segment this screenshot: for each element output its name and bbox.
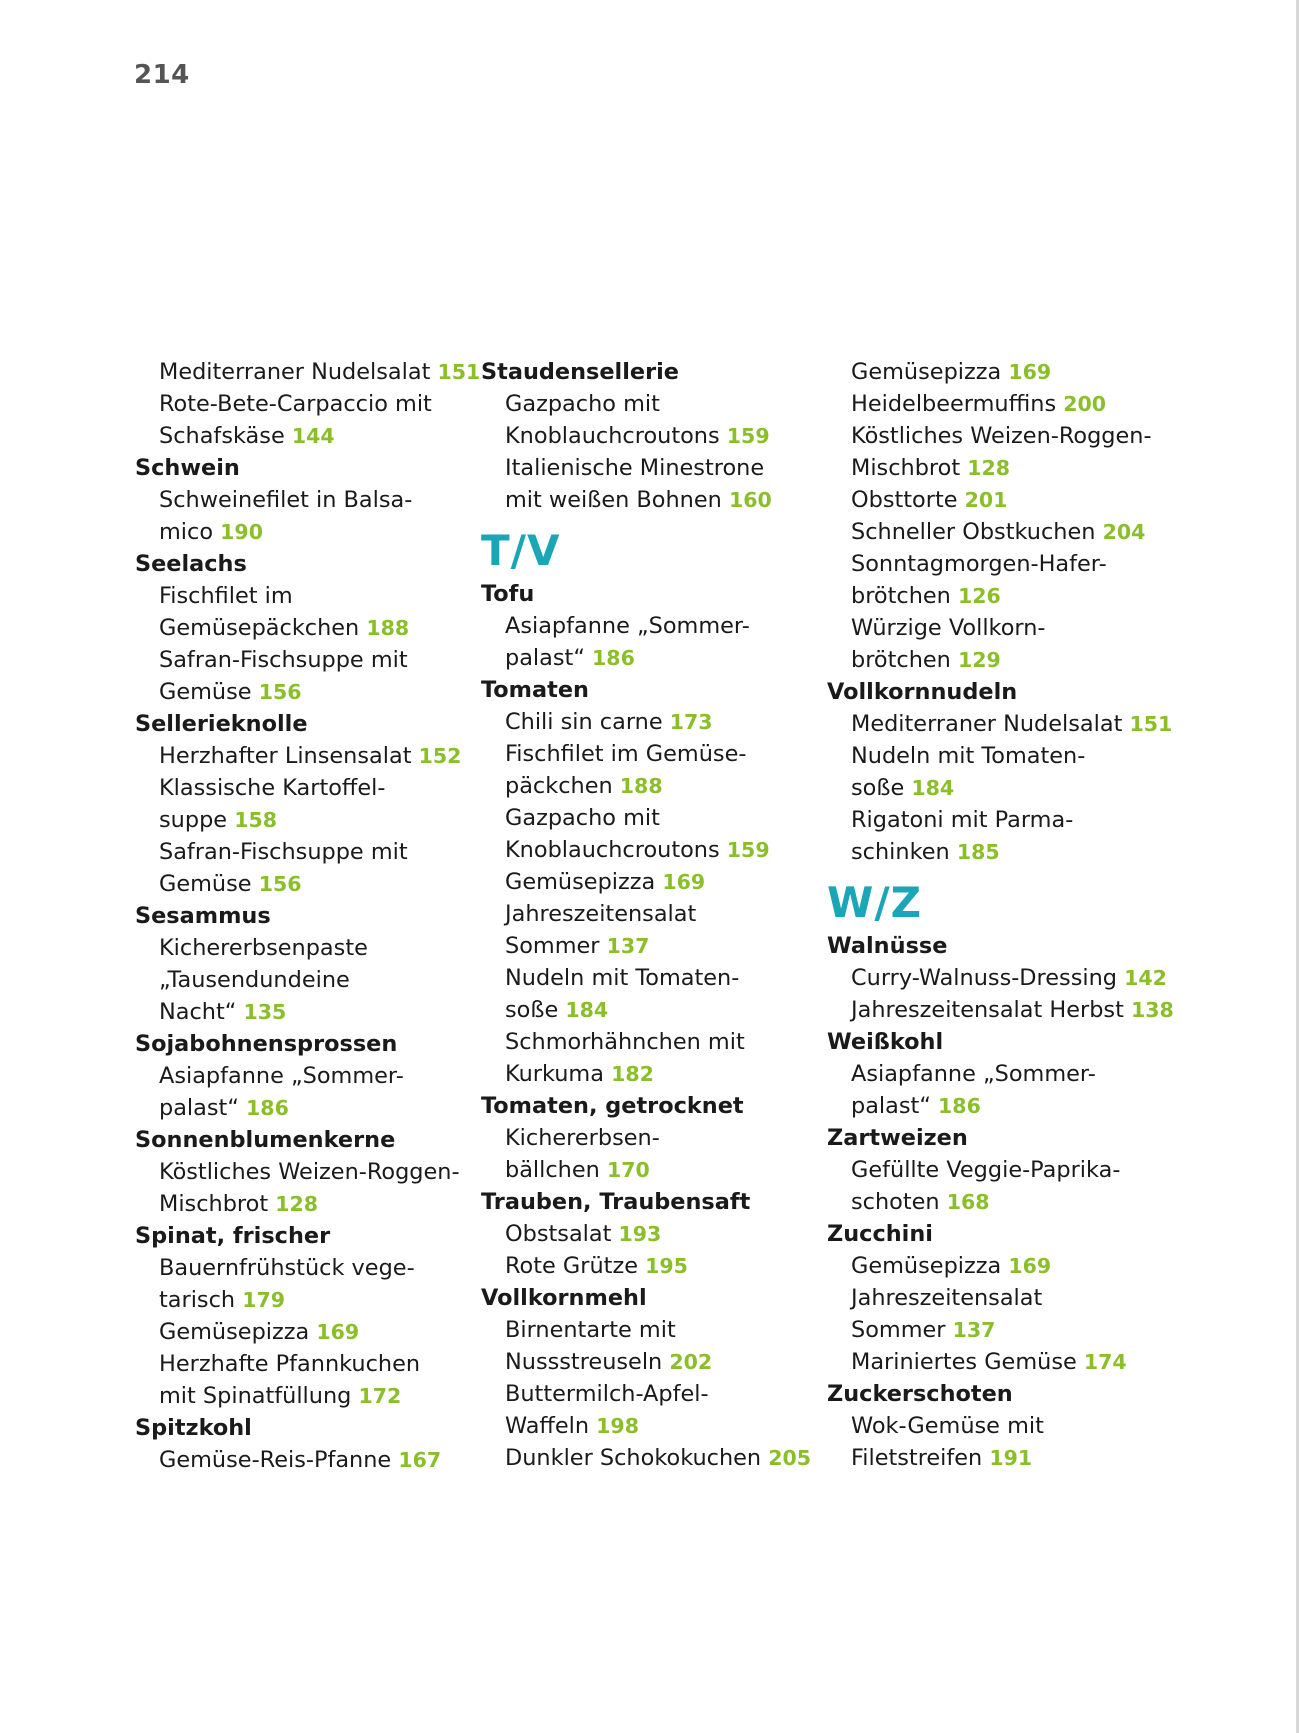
section-letter: W/Z bbox=[827, 878, 923, 927]
page-reference: 182 bbox=[611, 1062, 654, 1086]
page-reference: 204 bbox=[1102, 520, 1146, 544]
recipe-name: Mischbrot bbox=[851, 455, 968, 481]
recipe-name: Gefüllte Veggie-Paprika- bbox=[851, 1157, 1121, 1183]
recipe-name: Dunkler Schokokuchen bbox=[505, 1445, 769, 1471]
index-entry bbox=[481, 1218, 821, 1250]
index-entry bbox=[827, 1090, 1167, 1122]
index-entry bbox=[135, 932, 475, 964]
index-entry bbox=[481, 802, 821, 834]
page-reference: 137 bbox=[606, 934, 650, 958]
index-keyword: Walnüsse bbox=[827, 933, 948, 959]
page-reference: 195 bbox=[645, 1254, 688, 1278]
index-keyword: Zartweizen bbox=[827, 1125, 968, 1151]
index-entry bbox=[135, 612, 475, 644]
index-column-2 bbox=[481, 356, 821, 1474]
index-entry bbox=[481, 706, 821, 738]
index-keyword: Vollkornnudeln bbox=[827, 679, 1018, 705]
recipe-name: suppe bbox=[159, 807, 235, 833]
page-edge-shadow bbox=[1296, 0, 1299, 1733]
recipe-name: Gemüsepäckchen bbox=[159, 615, 367, 641]
recipe-name: palast“ bbox=[505, 645, 593, 671]
recipe-name: Würzige Vollkorn- bbox=[851, 615, 1046, 641]
recipe-name: Köstliches Weizen-Roggen- bbox=[159, 1159, 460, 1185]
index-entry bbox=[827, 740, 1167, 772]
recipe-name: Gemüse bbox=[159, 679, 259, 705]
index-keyword: Spitzkohl bbox=[135, 1415, 252, 1441]
index-entry bbox=[135, 516, 475, 548]
page-reference: 201 bbox=[964, 488, 1008, 512]
index-keyword: Sellerieknolle bbox=[135, 711, 308, 737]
index-entry bbox=[481, 770, 821, 802]
index-entry bbox=[481, 994, 821, 1026]
index-entry bbox=[827, 1058, 1167, 1090]
recipe-name: Filetstreifen bbox=[851, 1445, 990, 1471]
recipe-name: Asiapfanne „Sommer- bbox=[505, 613, 750, 639]
page-reference: 169 bbox=[1008, 360, 1052, 384]
index-entry bbox=[827, 388, 1167, 420]
recipe-name: Gazpacho mit bbox=[505, 391, 660, 417]
index-entry bbox=[827, 1314, 1167, 1346]
page-reference: 159 bbox=[726, 424, 770, 448]
recipe-name: Asiapfanne „Sommer- bbox=[851, 1061, 1096, 1087]
recipe-name: Klassische Kartoffel- bbox=[159, 775, 386, 801]
index-entry bbox=[135, 644, 475, 676]
index-keyword: Tomaten, getrocknet bbox=[481, 1093, 744, 1119]
index-entry bbox=[827, 356, 1167, 388]
page-reference: 179 bbox=[242, 1288, 286, 1312]
recipe-name: Kichererbsen- bbox=[505, 1125, 660, 1151]
page-reference: 156 bbox=[258, 680, 302, 704]
recipe-name: Gemüse bbox=[159, 871, 259, 897]
page-reference: 160 bbox=[728, 488, 772, 512]
recipe-name: Kurkuma bbox=[505, 1061, 612, 1087]
index-entry bbox=[827, 1442, 1167, 1474]
index-keyword: Zucchini bbox=[827, 1221, 933, 1247]
index-keyword: Zuckerschoten bbox=[827, 1381, 1013, 1407]
page-reference: 169 bbox=[316, 1320, 360, 1344]
recipe-name: palast“ bbox=[159, 1095, 247, 1121]
index-entry bbox=[135, 836, 475, 868]
recipe-name: Obsttorte bbox=[851, 487, 965, 513]
recipe-name: Gemüsepizza bbox=[851, 1253, 1009, 1279]
index-keyword: Seelachs bbox=[135, 551, 247, 577]
page-reference: 129 bbox=[958, 648, 1001, 672]
recipe-name: mico bbox=[159, 519, 221, 545]
page-reference: 202 bbox=[669, 1350, 713, 1374]
page-reference: 173 bbox=[669, 710, 713, 734]
index-keyword: Tofu bbox=[481, 581, 535, 607]
index-entry bbox=[135, 580, 475, 612]
recipe-name: Gemüse-Reis-Pfanne bbox=[159, 1447, 399, 1473]
page-reference: 151 bbox=[1129, 712, 1173, 736]
index-entry bbox=[827, 772, 1167, 804]
recipe-name: Jahreszeitensalat bbox=[851, 1285, 1043, 1311]
index-entry bbox=[135, 1444, 475, 1476]
index-entry bbox=[827, 580, 1167, 612]
index-column-1 bbox=[135, 356, 481, 1476]
index-entry bbox=[827, 1250, 1167, 1282]
index-entry bbox=[827, 420, 1167, 452]
page-reference: 188 bbox=[366, 616, 410, 640]
index-entry bbox=[827, 1346, 1167, 1378]
page-reference: 126 bbox=[958, 584, 1001, 608]
recipe-name: Waffeln bbox=[505, 1413, 597, 1439]
page-reference: 128 bbox=[967, 456, 1011, 480]
page-reference: 169 bbox=[1008, 1254, 1052, 1278]
page-reference: 138 bbox=[1130, 998, 1174, 1022]
index-keyword: Weißkohl bbox=[827, 1029, 944, 1055]
page-reference: 193 bbox=[618, 1222, 662, 1246]
recipe-name: Obstsalat bbox=[505, 1221, 619, 1247]
index-entry bbox=[135, 1284, 475, 1316]
index-entry bbox=[481, 866, 821, 898]
index-entry bbox=[135, 868, 475, 900]
index-entry bbox=[827, 804, 1167, 836]
index-entry bbox=[827, 452, 1167, 484]
index-entry bbox=[481, 484, 821, 516]
index-entry bbox=[481, 738, 821, 770]
index-entry bbox=[481, 1314, 821, 1346]
page-reference: 142 bbox=[1124, 966, 1167, 990]
index-keyword: Sesammus bbox=[135, 903, 271, 929]
page-reference: 172 bbox=[358, 1384, 402, 1408]
recipe-name: brötchen bbox=[851, 583, 958, 609]
index-entry bbox=[827, 548, 1167, 580]
index-entry bbox=[481, 898, 821, 930]
index-entry bbox=[135, 772, 475, 804]
page-reference: 184 bbox=[911, 776, 955, 800]
page-reference: 186 bbox=[592, 646, 635, 670]
recipe-name: Mischbrot bbox=[159, 1191, 276, 1217]
page-reference: 198 bbox=[596, 1414, 639, 1438]
index-entry bbox=[481, 420, 821, 452]
recipe-name: Knoblauchcroutons bbox=[505, 423, 727, 449]
index-entry bbox=[827, 484, 1167, 516]
index-entry bbox=[827, 516, 1167, 548]
recipe-name: Mediterraner Nudelsalat bbox=[159, 359, 438, 385]
index-column-3 bbox=[827, 356, 1174, 1474]
recipe-name: Mariniertes Gemüse bbox=[851, 1349, 1084, 1375]
page-reference: 186 bbox=[938, 1094, 981, 1118]
recipe-name: Sonntagmorgen-Hafer- bbox=[851, 551, 1107, 577]
index-entry bbox=[827, 644, 1167, 676]
index-entry bbox=[135, 740, 475, 772]
index-keyword: Vollkornmehl bbox=[481, 1285, 647, 1311]
recipe-name: Schweinefilet in Balsa- bbox=[159, 487, 413, 513]
index-entry bbox=[135, 1156, 475, 1188]
page-reference: 152 bbox=[418, 744, 462, 768]
page-reference: 184 bbox=[565, 998, 609, 1022]
index-entry bbox=[827, 612, 1167, 644]
index-entry bbox=[135, 420, 475, 452]
recipe-name: Rigatoni mit Parma- bbox=[851, 807, 1074, 833]
page-reference: 200 bbox=[1063, 392, 1107, 416]
index-entry bbox=[827, 994, 1174, 1026]
page-reference: 170 bbox=[606, 1158, 650, 1182]
index-keyword: Sonnenblumenkerne bbox=[135, 1127, 396, 1153]
page-reference: 191 bbox=[989, 1446, 1033, 1470]
recipe-name: mit weißen Bohnen bbox=[505, 487, 729, 513]
index-entry bbox=[827, 836, 1167, 868]
index-entry bbox=[135, 996, 475, 1028]
recipe-name: soße bbox=[505, 997, 566, 1023]
index-entry bbox=[481, 1442, 821, 1474]
page-reference: 205 bbox=[768, 1446, 812, 1470]
recipe-name: Wok-Gemüse mit bbox=[851, 1413, 1044, 1439]
index-entry bbox=[135, 1380, 475, 1412]
recipe-name: Italienische Minestrone bbox=[505, 455, 765, 481]
index-entry bbox=[481, 1346, 821, 1378]
index-entry bbox=[481, 1378, 821, 1410]
page-reference: 128 bbox=[275, 1192, 319, 1216]
index-entry bbox=[135, 964, 475, 996]
page-reference: 188 bbox=[619, 774, 663, 798]
recipe-name: Jahreszeitensalat bbox=[505, 901, 697, 927]
index-entry bbox=[135, 676, 475, 708]
page-reference: 159 bbox=[726, 838, 770, 862]
index-keyword: Staudensellerie bbox=[481, 359, 679, 385]
recipe-name: tarisch bbox=[159, 1287, 243, 1313]
page-reference: 144 bbox=[291, 424, 335, 448]
recipe-name: Buttermilch-Apfel- bbox=[505, 1381, 709, 1407]
page-reference: 156 bbox=[258, 872, 302, 896]
page-reference: 168 bbox=[946, 1190, 990, 1214]
recipe-name: Sommer bbox=[505, 933, 607, 959]
index-entry bbox=[135, 1092, 475, 1124]
recipe-name: mit Spinatfüllung bbox=[159, 1383, 359, 1409]
recipe-name: Safran-Fischsuppe mit bbox=[159, 647, 408, 673]
index-keyword: Tomaten bbox=[481, 677, 589, 703]
index-entry bbox=[827, 1186, 1167, 1218]
page-reference: 135 bbox=[243, 1000, 287, 1024]
index-entry bbox=[135, 1316, 475, 1348]
recipe-name: Herzhafte Pfannkuchen bbox=[159, 1351, 421, 1377]
recipe-name: Schneller Obstkuchen bbox=[851, 519, 1103, 545]
index-entry bbox=[135, 1188, 475, 1220]
recipe-name: Nudeln mit Tomaten- bbox=[505, 965, 740, 991]
index-entry bbox=[481, 388, 821, 420]
index-keyword: Spinat, frischer bbox=[135, 1223, 331, 1249]
index-entry bbox=[827, 1154, 1167, 1186]
recipe-name: Jahreszeitensalat Herbst bbox=[851, 997, 1131, 1023]
recipe-name: Sommer bbox=[851, 1317, 953, 1343]
recipe-name: bällchen bbox=[505, 1157, 607, 1183]
recipe-name: Nacht“ bbox=[159, 999, 244, 1025]
recipe-name: Gazpacho mit bbox=[505, 805, 660, 831]
index-entry bbox=[481, 452, 821, 484]
index-entry bbox=[481, 610, 821, 642]
index-entry bbox=[135, 804, 475, 836]
recipe-name: schoten bbox=[851, 1189, 947, 1215]
recipe-name: „Tausendundeine bbox=[159, 967, 350, 993]
recipe-name: Chili sin carne bbox=[505, 709, 670, 735]
index-entry bbox=[135, 1348, 475, 1380]
index-entry bbox=[827, 708, 1173, 740]
recipe-name: Gemüsepizza bbox=[505, 869, 663, 895]
recipe-name: Knoblauchcroutons bbox=[505, 837, 727, 863]
index-entry bbox=[481, 642, 821, 674]
recipe-name: schinken bbox=[851, 839, 957, 865]
index-entry bbox=[481, 1026, 821, 1058]
page-reference: 169 bbox=[662, 870, 706, 894]
recipe-name: Schafskäse bbox=[159, 423, 292, 449]
recipe-name: Bauernfrühstück vege- bbox=[159, 1255, 415, 1281]
recipe-name: Kichererbsenpaste bbox=[159, 935, 368, 961]
recipe-name: palast“ bbox=[851, 1093, 939, 1119]
page-reference: 158 bbox=[234, 808, 277, 832]
recipe-name: Safran-Fischsuppe mit bbox=[159, 839, 408, 865]
recipe-name: Köstliches Weizen-Roggen- bbox=[851, 423, 1152, 449]
recipe-name: Herzhafter Linsensalat bbox=[159, 743, 419, 769]
recipe-name: brötchen bbox=[851, 647, 958, 673]
index-entry bbox=[135, 388, 475, 420]
page-reference: 185 bbox=[956, 840, 1000, 864]
recipe-name: Fischfilet im bbox=[159, 583, 293, 609]
recipe-name: Heidelbeermuffins bbox=[851, 391, 1064, 417]
page-reference: 167 bbox=[398, 1448, 442, 1472]
recipe-name: soße bbox=[851, 775, 912, 801]
page-reference: 186 bbox=[246, 1096, 289, 1120]
page-reference: 137 bbox=[952, 1318, 996, 1342]
recipe-name: Fischfilet im Gemüse- bbox=[505, 741, 747, 767]
recipe-name: päckchen bbox=[505, 773, 620, 799]
recipe-name: Schmorhähnchen mit bbox=[505, 1029, 745, 1055]
recipe-name: Gemüsepizza bbox=[159, 1319, 317, 1345]
index-entry bbox=[481, 1058, 821, 1090]
recipe-name: Rote Grütze bbox=[505, 1253, 646, 1279]
index-entry bbox=[135, 1252, 475, 1284]
recipe-name: Nudeln mit Tomaten- bbox=[851, 743, 1086, 769]
index-entry bbox=[481, 1410, 821, 1442]
index-keyword: Schwein bbox=[135, 455, 240, 481]
recipe-name: Birnentarte mit bbox=[505, 1317, 676, 1343]
index-entry bbox=[827, 962, 1167, 994]
index-entry bbox=[481, 1122, 821, 1154]
index-entry bbox=[481, 1250, 821, 1282]
page-number: 214 bbox=[134, 60, 190, 90]
recipe-name: Rote-Bete-Carpaccio mit bbox=[159, 391, 432, 417]
index-entry bbox=[135, 1060, 475, 1092]
index-entry bbox=[481, 834, 821, 866]
index-entry bbox=[827, 1410, 1167, 1442]
recipe-name: Mediterraner Nudelsalat bbox=[851, 711, 1130, 737]
index-entry bbox=[135, 484, 475, 516]
recipe-name: Asiapfanne „Sommer- bbox=[159, 1063, 404, 1089]
index-keyword: Trauben, Traubensaft bbox=[481, 1189, 751, 1215]
recipe-name: Curry-Walnuss-Dressing bbox=[851, 965, 1125, 991]
recipe-name: Nussstreuseln bbox=[505, 1349, 670, 1375]
index-keyword: Sojabohnensprossen bbox=[135, 1031, 398, 1057]
page-reference: 151 bbox=[437, 360, 481, 384]
recipe-name: Gemüsepizza bbox=[851, 359, 1009, 385]
page-reference: 190 bbox=[220, 520, 263, 544]
index-entry bbox=[827, 1282, 1167, 1314]
index-entry bbox=[135, 356, 481, 388]
index-entry bbox=[481, 1154, 821, 1186]
page-reference: 174 bbox=[1083, 1350, 1127, 1374]
index-entry bbox=[481, 962, 821, 994]
section-letter: T/V bbox=[481, 526, 561, 575]
index-entry bbox=[481, 930, 821, 962]
